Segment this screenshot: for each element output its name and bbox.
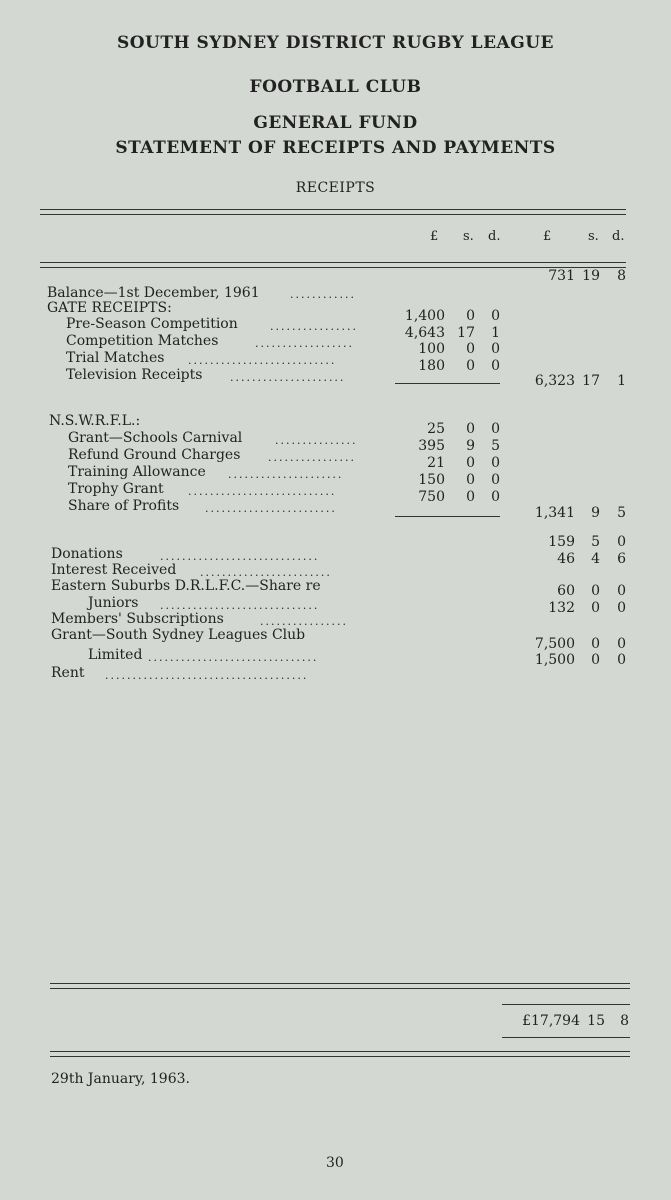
rent-pounds: 1,500 — [534, 652, 575, 668]
interest-shillings: 4 — [591, 551, 600, 567]
nswrfl-item-pence: 0 — [491, 472, 500, 488]
col-pence-2: d. — [612, 229, 625, 244]
club-subtitle: FOOTBALL CLUB — [249, 77, 422, 97]
gate-item-shillings: 0 — [466, 358, 475, 374]
statement-title: STATEMENT OF RECEIPTS AND PAYMENTS — [115, 138, 556, 158]
header-rule-1 — [40, 262, 626, 263]
nswrfl-item-pounds: 395 — [418, 438, 445, 454]
bottom-rule-2 — [50, 988, 630, 989]
nswrfl-item-label: Trophy Grant — [68, 481, 164, 497]
top-rule-2 — [40, 214, 626, 215]
nswrfl-item-pence: 0 — [491, 455, 500, 471]
nswrfl-total-pounds: 1,341 — [534, 505, 575, 521]
gate-item-pence: 0 — [491, 308, 500, 324]
leagues-grant-pence: 0 — [617, 636, 626, 652]
gate-item-label: Trial Matches — [66, 350, 165, 366]
nswrfl-item-pence: 0 — [491, 421, 500, 437]
gate-heading: GATE RECEIPTS: — [47, 300, 172, 316]
rent-pence: 0 — [617, 652, 626, 668]
gate-item-shillings: 0 — [466, 308, 475, 324]
nswrfl-item-shillings: 0 — [466, 421, 475, 437]
leagues-grant-label: Grant—South Sydney Leagues Club — [51, 627, 306, 643]
eastern-suburbs-label: Eastern Suburbs D.R.L.F.C.—Share re — [51, 578, 321, 594]
subscriptions-label: Members' Subscriptions — [51, 611, 224, 627]
leagues-grant-label-2: Limited — [88, 647, 143, 663]
nswrfl-item-pence: 0 — [491, 489, 500, 505]
gate-item-label: Competition Matches — [66, 333, 219, 349]
section-heading: RECEIPTS — [295, 180, 376, 196]
interest-pounds: 46 — [557, 551, 575, 567]
gate-total-pence: 1 — [617, 373, 626, 389]
rent-label: Rent — [51, 665, 85, 681]
nswrfl-item-pounds: 150 — [418, 472, 445, 488]
gate-item-pounds: 1,400 — [404, 308, 445, 324]
leagues-grant-pounds: 7,500 — [534, 636, 575, 652]
gate-item-pounds: 100 — [418, 341, 445, 357]
nswrfl-item-shillings: 0 — [466, 489, 475, 505]
gate-item-pounds: 180 — [418, 358, 445, 374]
subscriptions-pounds: 132 — [548, 600, 575, 616]
document-page: SOUTH SYDNEY DISTRICT RUGBY LEAGUE FOOTBALL CLUB GENERAL FUND STATEMENT OF RECEIPTS AND PAYMENTS RECEIPTS £ s. d. £ s. d. Balance—1st December, 1961 ............ 731 19 8 GATE RECEIPTS: Pre-Season Competition ................ 1,400 0 0 Competition Matches .................. 4,643 17 1 Trial Matches ........................... 100 0 0 Television Receipts ..................... 180 0 0 6,323 17 1 N.S.W.R.F.L.: Grant—Schools Carnival ............... 25 0 0 Refund Ground Charges ................ 395 9 5 Training Allowance ..................... 21 0 0 Trophy Grant ........................... 150 0 0 Share of Profits ........................ 750 0 0 1,341 9 5 Donations ............................. 159 5 0 Interest Received ........................ 46 4 6 Eastern Suburbs D.R.L.F.C.—Share re Juniors ............................. 60 0 0 Members' Subscriptions ................ 132 0 0 Grant—South Sydney Leagues Club Limited ............................... 7,500 0 0 Rent ..................................... 1,500 0 0 £17,794 15 8 29th January, 1963. 30 — [0, 0, 671, 1200]
nswrfl-item-pounds: 21 — [427, 455, 445, 471]
gate-total-shillings: 17 — [582, 373, 600, 389]
balance-shillings: 19 — [582, 268, 600, 284]
donations-label: Donations — [51, 546, 123, 562]
col-pence: d. — [488, 229, 501, 244]
subscriptions-shillings: 0 — [591, 600, 600, 616]
bottom-rule-1 — [50, 983, 630, 984]
donations-pounds: 159 — [548, 534, 575, 550]
page-number: 30 — [326, 1155, 344, 1171]
gate-item-pence: 0 — [491, 358, 500, 374]
donations-shillings: 5 — [591, 534, 600, 550]
subscriptions-pence: 0 — [617, 600, 626, 616]
col-shilling-2: s. — [588, 229, 599, 244]
balance-pounds: 731 — [548, 268, 575, 284]
nswrfl-item-label: Grant—Schools Carnival — [68, 430, 243, 446]
nswrfl-subtotal-rule — [395, 516, 500, 517]
nswrfl-item-shillings: 9 — [466, 438, 475, 454]
grand-total-pence: 8 — [620, 1013, 629, 1029]
fund-title: GENERAL FUND — [253, 113, 418, 133]
gate-item-pounds: 4,643 — [404, 325, 445, 341]
grand-total-pounds: £17,794 — [522, 1013, 580, 1029]
gate-item-label: Television Receipts — [66, 367, 203, 383]
gate-item-label: Pre-Season Competition — [66, 316, 238, 332]
nswrfl-item-label: Training Allowance — [68, 464, 206, 480]
footer-rule-2 — [50, 1056, 630, 1057]
gate-item-pence: 0 — [491, 341, 500, 357]
nswrfl-total-shillings: 9 — [591, 505, 600, 521]
statement-date: 29th January, 1963. — [51, 1071, 190, 1087]
leagues-grant-shillings: 0 — [591, 636, 600, 652]
rent-shillings: 0 — [591, 652, 600, 668]
nswrfl-item-pence: 5 — [491, 438, 500, 454]
nswrfl-heading: N.S.W.R.F.L.: — [49, 413, 141, 429]
gate-item-shillings: 0 — [466, 341, 475, 357]
total-top-rule — [502, 1004, 630, 1005]
grand-total-shillings: 15 — [587, 1013, 605, 1029]
footer-rule-1 — [50, 1051, 630, 1052]
eastern-suburbs-pence: 0 — [617, 583, 626, 599]
nswrfl-item-pounds: 25 — [427, 421, 445, 437]
nswrfl-item-shillings: 0 — [466, 472, 475, 488]
nswrfl-total-pence: 5 — [617, 505, 626, 521]
donations-pence: 0 — [617, 534, 626, 550]
col-pound: £ — [430, 229, 439, 244]
col-pound-2: £ — [543, 229, 552, 244]
top-rule-1 — [40, 209, 626, 210]
gate-item-shillings: 17 — [457, 325, 475, 341]
eastern-suburbs-label-2: Juniors — [88, 595, 139, 611]
balance-pence: 8 — [617, 268, 626, 284]
gate-subtotal-rule — [395, 383, 500, 384]
nswrfl-item-pounds: 750 — [418, 489, 445, 505]
club-title: SOUTH SYDNEY DISTRICT RUGBY LEAGUE — [116, 33, 555, 53]
balance-label: Balance—1st December, 1961 — [47, 285, 260, 301]
nswrfl-item-shillings: 0 — [466, 455, 475, 471]
interest-pence: 6 — [617, 551, 626, 567]
total-bottom-rule — [502, 1037, 630, 1038]
eastern-suburbs-pounds: 60 — [557, 583, 575, 599]
gate-item-pence: 1 — [491, 325, 500, 341]
eastern-suburbs-shillings: 0 — [591, 583, 600, 599]
nswrfl-item-label: Refund Ground Charges — [68, 447, 241, 463]
col-shilling: s. — [463, 229, 474, 244]
interest-label: Interest Received — [51, 562, 177, 578]
gate-total-pounds: 6,323 — [534, 373, 575, 389]
nswrfl-item-label: Share of Profits — [68, 498, 180, 514]
